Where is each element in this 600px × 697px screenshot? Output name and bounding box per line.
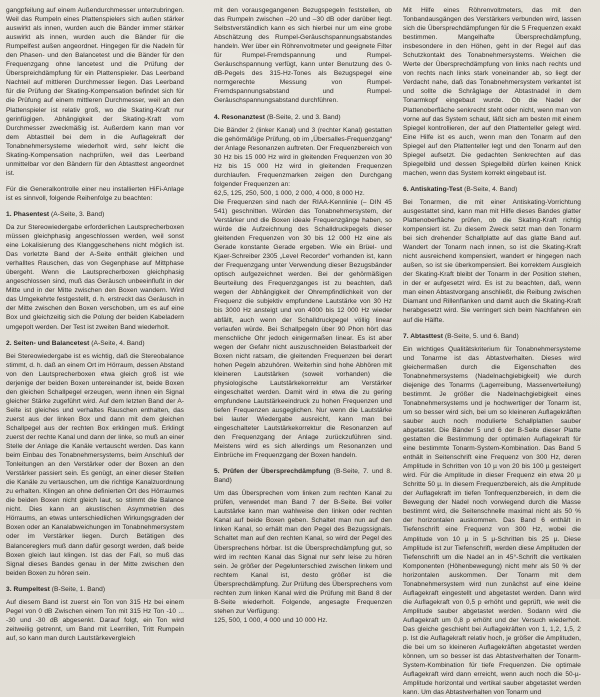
rumpel-continued-paragraph: mit den vorausgegangenen Bezugspegeln feststellen, ob das Rumpeln zwischen –20 und –30 dB oder darüber liegt. Selbstverständlich kann es sich hierbei nur um eine grobe Abschätzung des Rumpel-Geräuschspannungsabstandes handeln. Wer über ein Röhrenvoltmeter und geeignete Filter für Rumpel-Fremdspannung und Rumpel-Geräuschspannung verfügt, kann unter Benutzung des 0-dB-Pegels des 315-Hz-Tones als Bezugspegel eine normgerechte Messung von Rumpel-Fremdspannungsabstand und Rumpel-Geräuschspannungsabstand durchführen. bbox=[214, 7, 392, 105]
section-body-uebersprech: Um das Übersprechen vom linken zum rechten Kanal zu prüfen, verwendet man Band 7 der B-Seite. Bei voller Lautstärke kann man wahlweise den linken oder rechten Kanal auf beide Boxen geben. Schaltet man nun auf den linken Kanal, so erhält man den Pegel des Bezugssignals. Schaltet man auf den rechten Kanal, so wird der Pegel des Übersprechens hörbar. Ist die Übersprechdämpfung gut, so wird im rechten Kanal das Signal nur sehr leise zu hören sein. Je größer der Pegelunterschied zwischen linkem und rechtem Kanal ist, desto größer ist die Übersprechdämpfung. Zur Prüfung des Übersprechens vom rechten zum linken Kanal wird die Prüfung mit Band 8 der B-Seite wiederholt. Folgende, angesagte Frequenzen stehen zur Verfügung: bbox=[214, 490, 392, 615]
section-heading-balancetest: 2. Seiten- und Balancetest (A-Seite, 4. Band) bbox=[6, 339, 145, 347]
section-body-resonanztest: Die Bänder 2 (linker Kanal) und 3 (rechter Kanal) gestatten die gehörmäßige Prüfung, ob im „Übersalles-Frequenzgang“ der Anlage Resonanzen auftreten. Der Frequenzbereich von 30 Hz bis 15 000 Hz wird in gleitenden Frequenzen von 30 Hz bis 15 000 Hz wird in gleitenden Frequenzen durchlaufen. Frequenzmarken zeigen den Durchgang folgender Frequenzen an: bbox=[214, 126, 392, 188]
section-body-rumpeltest: Auf diesem Band ist zuerst ein Ton von 315 Hz bei einem Pegel von 0 dB Zwischen einem Ton mit 315 Hz Ton -10 ... -30 und -30 dB abgesenkt. Darauf folgt, ein Ton wird zeitweilig getrennt, um Band mit Leerrillen, Tritt Rumpeln auf, so kann man durch Lautstärkevergleich bbox=[6, 598, 184, 642]
section-heading-phasentest: 1. Phasentest (A-Seite, 3. Band) bbox=[6, 210, 105, 218]
section-body-balancetest: Bei Stereowiedergabe ist es wichtig, daß die Stereobalance stimmt, d. h. daß an einem Ort im Hörraum, dessen Abstand von den Lautsprecherboxen etwa gleich groß ist wie derjenige der beiden Boxen untereinander ist, beide Boxen den gleichen Schallpegel erzeugen, wenn ihnen ein Signal gleicher Stärke zugeführt wird. Auf dem letzten Band der A-Seite ist gleiches und verhaltes Rauschen enthalten, das zuerst aus der linken Box und dann mit dem gleichen Schallpegel aus der rechten Box erklingen muß. Erklingt zuerst der rechte Kanal und dann der linke, so muß an einer Stelle der Anlage die Kanäle vertauscht werden. Das kann beim Einbau des Tonabnehmersystems, beim Anschluß der Tonleitungen an den Verstärker oder der Boxen an den Verstärker passiert sein. Es genügt, an einer dieser Stellen die Kanäle zu vertauschen, um die richtige Kanalzuordnung zu erhalten. Klingen an ohne definierten Ort des Hörraumes die beiden Boxen nicht gleich laut, so stimmt die Balance nicht. Dies kann an akustischen Asymmetrien des Hörraums, an etwas unterschiedlichen Wirkungsgraden der Boxen oder an Kanalabweichungen im Tonabnehmersystem oder im Verstärker liegen. Durch Betätigen des Balancereglers muß dann dafür gesorgt werden, daß beide Boxen gleich laut klingen. Ist das der Fall, so muß das Signal dieses Bandes genau in der Mitte zwischen den beiden Boxen zu hören sein. bbox=[6, 352, 184, 577]
section-heading-resonanztest: 4. Resonanztest (B-Seite, 2. und 3. Band) bbox=[214, 113, 341, 121]
text-column-left bbox=[6, 6, 184, 642]
intro-paragraph: gangpfeilung auf einem Außendurchmesser unterzubringen. Weil das Rumpeln eines Plattenspielers sich außen stärker auswirkt als innen, wurden auch die Bänder immer stärker auswirkt als innen, wurden auch die Bänder für die Rumpelfest außen angeordnet. Hingegen für die Nadeln für den Phasen- und den Balancetest und die Bänder für den Frequenzgang ohne lancetest und die Prüfung der Überspreichdämpfung für ein Plattenspieler. Das Leerband Nachteil auf mittleren Durchmesser liegen. Das Leerband für die Prüfung der Skating-Kompensation befindet sich für die Prüfung auf einem mittleren Durchmesser, weil an den Plattenspieler ist relativ groß, wo die Skating-Kraft nur gerinfügigen. Abhängigkeit der Skating-Kraft vom Durchmesser zweckmäßig ist. Außerdem kann man vor dem Abtastteil bei dem in die Auflagekraft der Tonabnehmersysteme wiederholt wird, sehr leicht die Skating-Kompensation nachprüfen, weil das Leerband unmittelbar vor den Bändern für den Abtasttest angeordnet ist. bbox=[6, 7, 184, 177]
section-body-abtasttest: Ein wichtiges Qualitätskriterium für Tonabnehmersysteme und Tonarme ist das Abtastverhalten. Dieses wird gleichermaßen durch die Eigenschaften des Tonabnehmersystems (Nadelnachgiebigkeit) wie durch diejenige des Tonarms (Lagerreibung, Massenverteilung) bestimmt. Je größer die Nadelnachgiebigkeit eines Tonabnehmersystems und je hochwertiger der Tonarm ist, um so besser wird sich, bei um so kleineren Auflagekräften sauber auch noch modulierte Schallplatten sauber abgetastet. Die Bänder 5 und 6 der B-Seite dieser Platte gestatten die Bestimmung der optimalen Auflagekraft für eine bestimmte Tonarm-System-Kombination. Das Band 5 enthält in Seitenschrift eine Frequenz von 300 Hz, deren Amplitude in Schritten von 10 µ von 20 bis 100 µ gesteigert wird. Für die Amplitude in dieser Frequenz ein etwa 20 µ Schritte 50 µ. In diesem Frequenzbereich, als die Amplitude der Auflagekraft im tiefen Tonfrequenzbereich, in dem die Bewegung der Nadel noch vorwiegend durch die Masse bestimmt wird, die Seitenschnelle maximal nicht als 50 % der horizontalen auskommen. Das Band 6 enthält in Tiefenschrift eine Frequenz von 300 Hz, wobei die Amplitude von 10 µ in 5 µ-Schritten bis 25 µ. Diese Amplitude ist zur Tiefenschrift, werden diese Amplituden der Tiefenschrift um die Nadel an in 45°-Schrift die vertikalen Komponenten (Höhenbewegung) nicht mehr als 50 % der horizontalen auskommen. Der Tonarm mit dem Tonabnehmersystem wird nun zunächst auf eine kleine Auflagekraft eingestellt und abgetastet werden. Dann wird die Auflagekraft von 0,5 p erhöht und geprüft, wie weit die Amplitude sauber abgetastet werden. Sodann wird die Auflagekraft um 0,8 p erhöht und der Versuch wiederholt. Das gleiche geschieht bei Auflagekräften von 1, 1,2, 1,5, 2 p. Ist die Auflagekraft relativ hoch, je größer die Amplituden, die bei um so kleineren Auflagekräften abgetastet werden können, um so besser ist das Abtastverhalten der Tonarm-System-Kombination für tiefe Frequenzen. Die optimale Auflagekraft wird dann erreicht, wenn auch noch die 50-µ-Amplitude horizontal und vertikal sauber abgetastet werden kann. Um das Abtastverhalten von Tonarm und bbox=[403, 345, 581, 697]
frequency-list-uebersprech: 125, 500, 1 000, 4 000 und 10 000 Hz. bbox=[214, 616, 328, 624]
section-body-phasentest: Da zur Stereowiedergabe erforderlichen Lautsprecherboxen müssen gleichphasig angeschlossen werden, weil sonst eine Lokalisierung des Klanggeschehens nicht möglich ist. Das vorletzte Band der A-Seite enthält gleichen und verhalltes Rauschen, das von Gegenphase auf Mittphase übergeht. Wenn die Lautsprecherboxen gleichphasig angeschlossen sind, muß das Geräusch unbeeinflußt in der Mitte und in der Mitte zwischen den Boxen wandern. Wird das Umgekehrte festgestellt, d. h. erstreckt das Geräusch in der Mitte zwischen den Boxen verschoben, um es auf eine Box und gleichzeitig sich die Polung der beiden Kabeladern umgepolt werden. Der Test ist zweiten Band wiederholt. bbox=[6, 223, 184, 331]
section-body-antiskating: Bei Tonarmen, die mit einer Antiskating-Vorrichtung ausgestattet sind, kann man mit Hilfe dieses Bandes glatter Plattenoberfläche prüfen, ob die Skating-Kraft richtig kompensiert ist. Zu diesem Zweck setzt man den Tonarm bei sich drehender Schallplatte auf das glatte Band auf. Wandert der Tonarm nach innen, so ist die Skating-Kraft nicht ausreichend kompensiert, wandert er hingegen nach außen, so ist sie überkompensiert. Bei korrektem Ausgleich der Skating-Kraft bleibt der Tonarm in der Position stehen, in der er aufgesetzt wird. Es ist zu beachten, daß, wenn man einen Abtastvorgang anschließt, die Reibung zwischen Diamant und Rillenflanken und damit auch die Skating-Kraft herabgesetzt wird. Sie verringert sich beim Nachfahren ein auf die Hälfte. bbox=[403, 198, 581, 324]
section-heading-antiskating: 6. Antiskating-Test (B-Seite, 4. Band) bbox=[403, 185, 518, 193]
section-heading-abtasttest: 7. Abtasttest (B-Seite, 5. und 6. Band) bbox=[403, 332, 519, 340]
frequency-list-resonanz: 62,5, 125, 250, 500, 1 000, 2 000, 4 000, 8 000 Hz. bbox=[214, 189, 365, 197]
text-column-right bbox=[403, 6, 581, 697]
text-column-middle bbox=[214, 6, 392, 624]
intro-paragraph-2: Für die Generalkontrolle einer neu installierten HiFi-Anlage ist es sinnvoll, folgende Reihenfolge zu beachten: bbox=[6, 185, 184, 202]
section-body-resonanztest-2: Die Frequenzen sind nach der RIAA-Kennlinie (– DIN 45 541) geschnitten. Würden das Tonabnehmersystem, der Verstärker und die Boxen ideale Frequenzgänge haben, so würde die Aufzeichnung des Schalldruckpegels dieser gleitenden Frequenzen von 30 bis 12 000 Hz eine als Gerade konstante Gerade ergeben. Wie ein Brüel- und Kjaer-Schreiber 2305 „Level Recorder“ vorhanden ist, kann der Frequenzgang unter Verwendung dieser Bezugsbänder optisch aufgezeichnet werden. Bei der gehörmäßigen Beurteilung des Frequenzganges ist zu beachten, daß wegen der Abhängigkeit der Ohrempfindlichkeit von der Frequenz die subjektiv empfundene Lautstärke von 30 Hz bis 3000 Hz ansteigt und von 4000 bis 12 000 Hz wieder abfällt, auch wenn der Schalldruckpegel völlig linear verlaufen würde. Bei Schallpegeln über 90 Phon hört das menschliche Ohr jedoch einigermaßen linear. Es ist aber wegen der Gefahr nicht auszuschneiden Belastbarkeit der Boxen nicht ratsam, die gleitenden Frequenzen bei derart hohen Pegeln abzuhören. Weiterhin sind hohe Abhören mit kleineren Lautstärken (soweit vorhanden) die physiologische Lautstärkekorrektur am Verstärker eingeschaltet werden. Damit wird in etwa die zu gering empfundene Lautstärkeeindruck zu hohen Frequenzen und tiefen Frequenzen ausgeglichen. Nur wenn die Lautstärke bei lauter Wiedergabe ausreicht, kann man bei eingeschalteter Lautstärkekorrektur die Resonanzen auf den Frequenzgang der Anlage zurückzuführen sind. Meistens wird es sich allerdings um Resonanzen und Einbrüche im Frequenzgang der Boxen handeln. bbox=[214, 198, 392, 460]
section-heading-uebersprech: 5. Prüfen der Übersprechdämpfung (B-Seite, 7. und 8. Band) bbox=[214, 468, 392, 485]
section-heading-rumpeltest: 3. Rumpeltest (B-Seite, 1. Band) bbox=[6, 585, 106, 593]
uebersprech-continued-paragraph: Mit Hilfe eines Röhrenvoltmeters, das mit den Tonbandausgängen des Verstärkers verbunden wird, lassen sich die Übersprechdämpfungen für die 5 Frequenzen exakt bestimmen. Mangelhafte Übersprechdämpfung, insbesondere in den Höhen, geht in der Regel auf das Schutzkontakt des Tonabnehmersystems. Weichen die Werte der Übersprechdämpfung von links nach rechts und von rechts nach links stark voneinander ab, so liegt der Verdacht nahe, daß das Tonabnehmersystem verkantet ist und sollte die Schräglage der Abtastnadel in dem Tonarmkopf eingebaut wurde. Ob die Nadel der Plattenoberfläche senkrecht steht oder nicht, wenn man von vorne auf das System schaut, läßt sich am besten mit einem Spiegel kontrollieren, der auf den Plattenteller gelegt wird. Eine Hilfe ist es auch, wenn man den Tonarm auf den Spiegel auf den Plattenteller legt und den Tonarm auf den Spiegel aufsetzt. Die gedachten Senkrechten auf das Spiegelbild und dessen Spiegelbild dürfen keinen Knick machen, wenn das System korrekt eingebaut ist. bbox=[403, 7, 581, 177]
